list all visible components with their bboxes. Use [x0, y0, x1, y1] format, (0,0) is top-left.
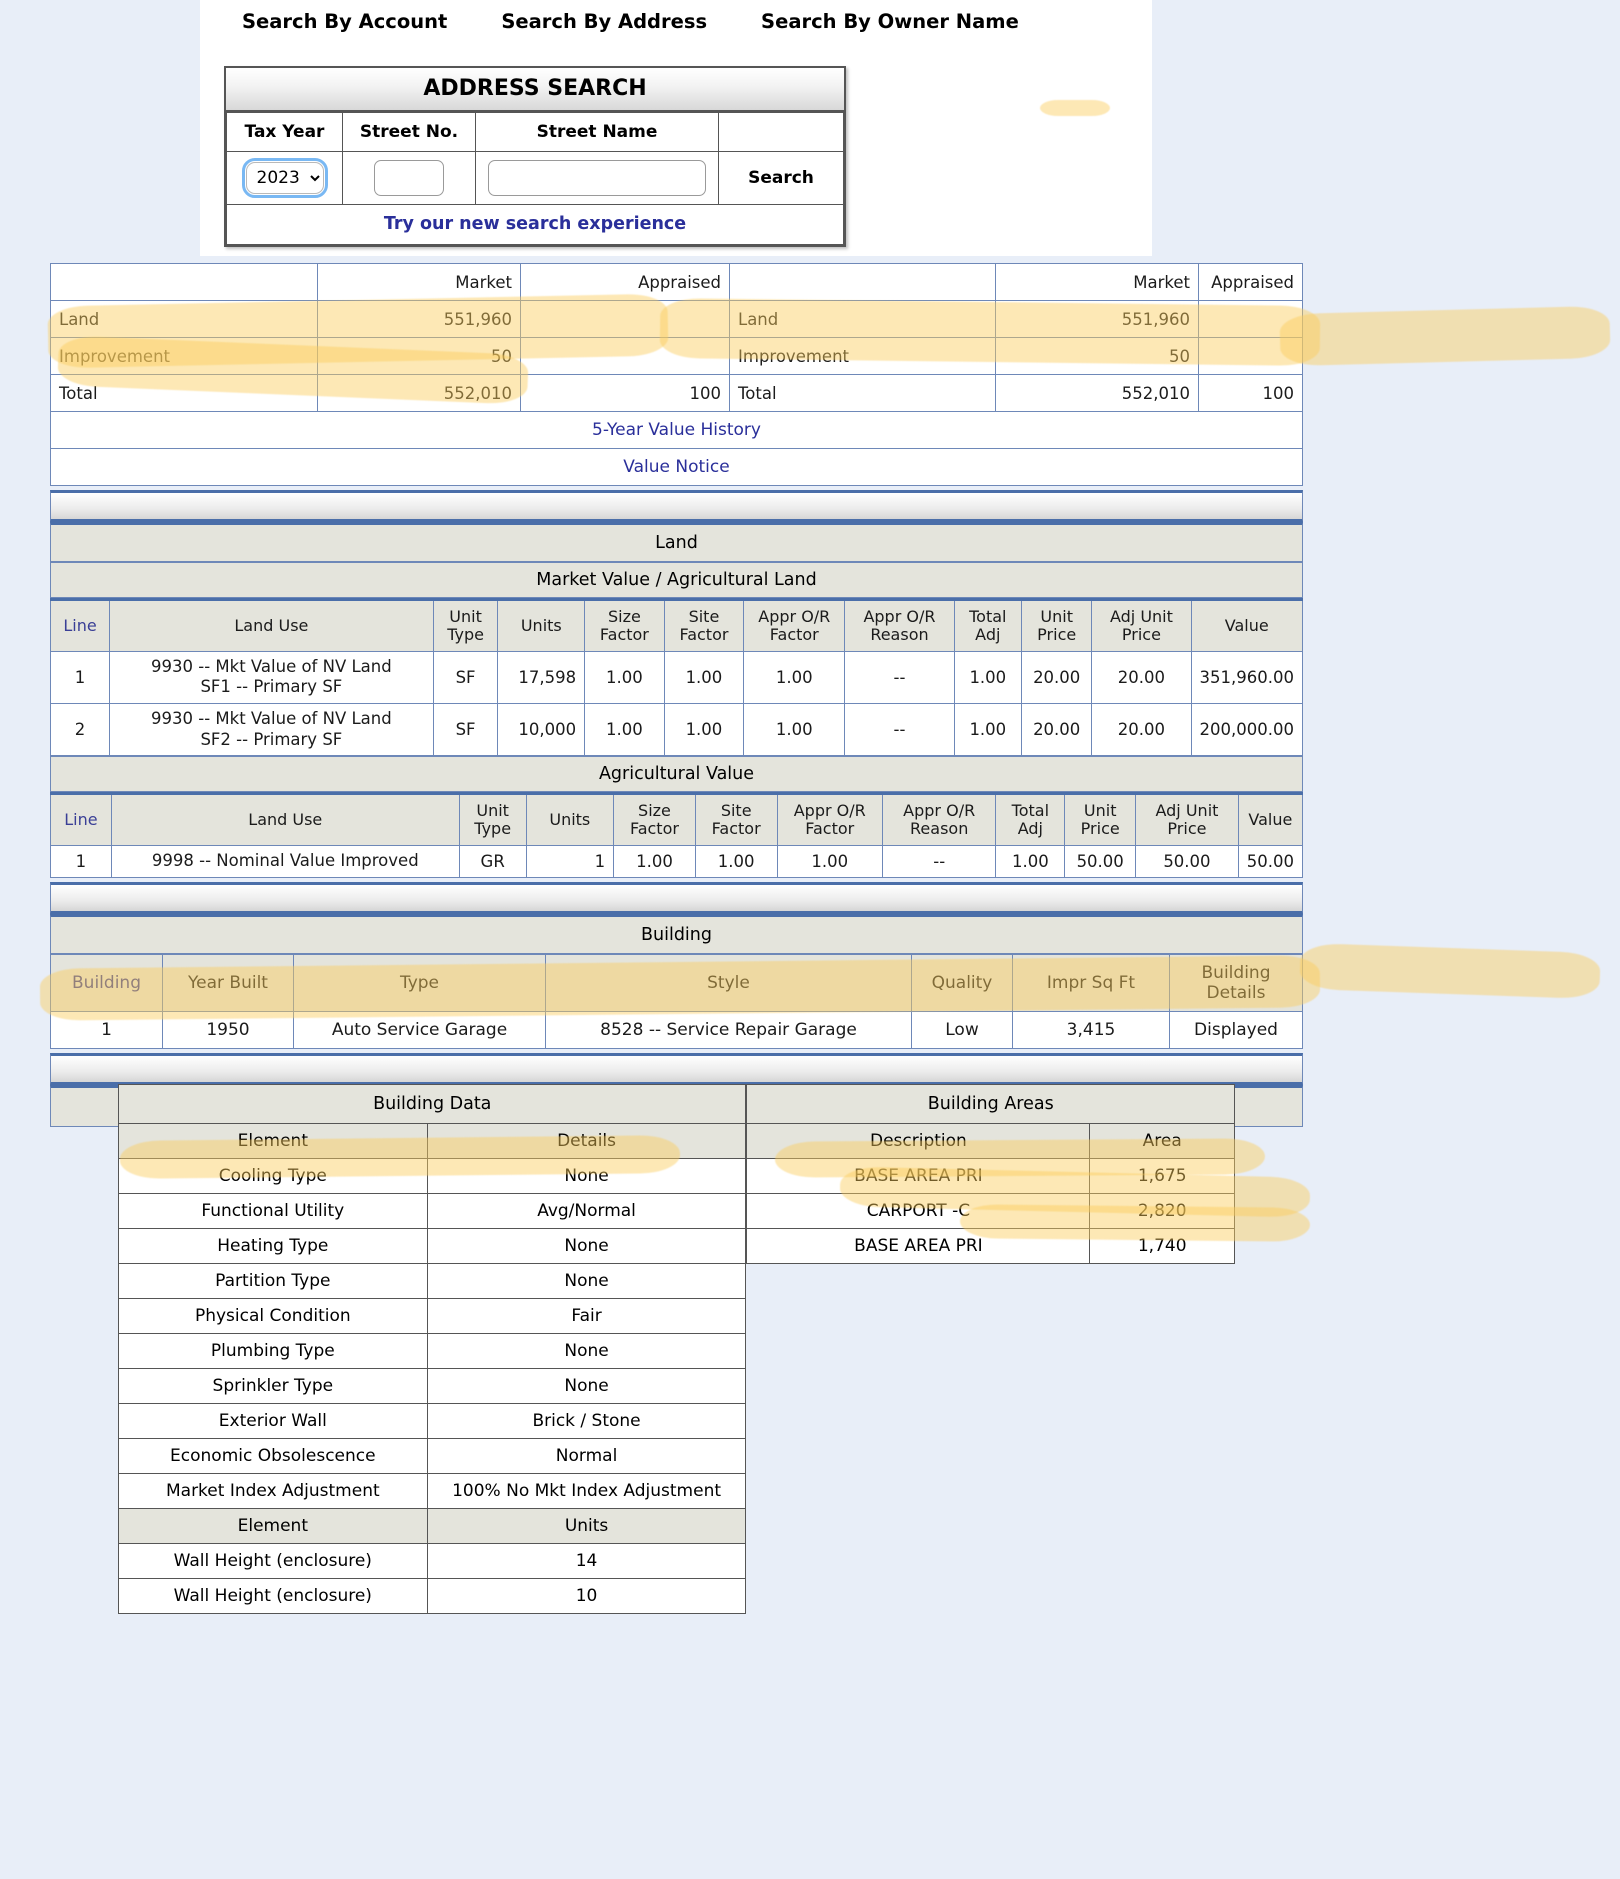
bd-row1-element: Functional Utility [119, 1194, 428, 1229]
land-header-units: Units [498, 600, 585, 652]
land-market-table [50, 598, 1303, 756]
tax-year-select[interactable] [246, 162, 324, 194]
land-section-title: Land [50, 522, 1303, 562]
property-report [50, 263, 1303, 1127]
building-row1-impr-sq-ft: 3,415 [1013, 1011, 1170, 1048]
left-total-label: Total [51, 375, 318, 412]
label-action-blank [719, 113, 844, 152]
value-summary-table [50, 263, 1303, 486]
right-total-market: 552,010 [996, 375, 1199, 412]
land-row1-value: 351,960.00 [1191, 651, 1302, 703]
ag-row1-unit-type: GR [459, 846, 526, 878]
right-land-market: 551,960 [996, 301, 1199, 338]
value-row-total [51, 375, 1303, 412]
bd-row7-element: Exterior Wall [119, 1404, 428, 1439]
land-market-subtitle: Market Value / Agricultural Land [50, 562, 1303, 598]
land-row2-line: 2 [51, 704, 110, 756]
street-no-cell [343, 152, 476, 205]
bd-row9-details: 100% No Mkt Index Adjustment [427, 1474, 746, 1509]
land-row1-line: 1 [51, 651, 110, 703]
ba-row1-description: CARPORT -C [747, 1194, 1090, 1229]
building-areas-header-area: Area [1090, 1124, 1235, 1159]
address-search-header-row [227, 113, 844, 152]
section-divider-land [50, 490, 1303, 522]
land-header-unit-price: Unit Price [1022, 600, 1092, 652]
right-blank-header [730, 264, 996, 301]
table-row [747, 1159, 1235, 1194]
bd-row5-element: Plumbing Type [119, 1334, 428, 1369]
ba-row2-area: 1,740 [1090, 1229, 1235, 1264]
ag-header-unit-price: Unit Price [1065, 794, 1136, 846]
building-row1-type: Auto Service Garage [294, 1011, 546, 1048]
ba-row0-description: BASE AREA PRI [747, 1159, 1090, 1194]
bd-row9-element: Market Index Adjustment [119, 1474, 428, 1509]
search-tabs [200, 0, 1152, 33]
bd-row8-element: Economic Obsolescence [119, 1439, 428, 1474]
bd-row2-details: None [427, 1229, 746, 1264]
building-areas-caption-row [747, 1085, 1235, 1124]
table-row [51, 1011, 1303, 1048]
ag-row1-size-factor: 1.00 [614, 846, 696, 878]
tab-search-by-address[interactable]: Search By Address [501, 10, 708, 33]
land-row2-units: 10,000 [498, 704, 585, 756]
right-total-label: Total [730, 375, 996, 412]
right-improvement-label: Improvement [730, 338, 996, 375]
building-data-header-row [119, 1124, 746, 1159]
building-data-units-header-units: Units [427, 1509, 746, 1544]
building-header-style: Style [546, 954, 912, 1011]
table-row [747, 1194, 1235, 1229]
land-row1-total-adj: 1.00 [954, 651, 1021, 703]
address-search-input-row [227, 152, 844, 205]
land-row1-site-factor: 1.00 [664, 651, 744, 703]
bd-units-row0-units: 14 [427, 1544, 746, 1579]
tax-year-cell [227, 152, 343, 205]
bd-row0-details: None [427, 1159, 746, 1194]
land-header-appr-or-reason: Appr O/R Reason [845, 600, 954, 652]
address-search-title: ADDRESS SEARCH [226, 68, 844, 112]
bd-row3-details: None [427, 1264, 746, 1299]
building-row1-details[interactable]: Displayed [1170, 1011, 1303, 1048]
left-improvement-label: Improvement [51, 338, 318, 375]
right-land-appraised [1199, 301, 1303, 338]
building-data-header-details: Details [427, 1124, 746, 1159]
building-table [50, 954, 1303, 1049]
value-notice-link[interactable]: Value Notice [51, 449, 1303, 486]
building-header-building-details: Building Details [1170, 954, 1303, 1011]
right-improvement-market: 50 [996, 338, 1199, 375]
table-row [119, 1299, 746, 1334]
ag-header-site-factor: Site Factor [695, 794, 777, 846]
table-row [747, 1229, 1235, 1264]
ag-header-size-factor: Size Factor [614, 794, 696, 846]
table-row [119, 1404, 746, 1439]
land-row1-unit-price: 20.00 [1022, 651, 1092, 703]
table-row [119, 1229, 746, 1264]
left-total-appraised: 100 [521, 375, 730, 412]
land-row1-size-factor: 1.00 [585, 651, 665, 703]
land-header-size-factor: Size Factor [585, 600, 665, 652]
land-row2-appr-or-factor: 1.00 [744, 704, 845, 756]
value-row-improvement [51, 338, 1303, 375]
land-row2-total-adj: 1.00 [954, 704, 1021, 756]
land-row2-value: 200,000.00 [1191, 704, 1302, 756]
address-search-form [226, 112, 844, 205]
ba-row2-description: BASE AREA PRI [747, 1229, 1090, 1264]
right-appraised-header: Appraised [1199, 264, 1303, 301]
land-market-header-row [51, 600, 1303, 652]
ag-row1-value: 50.00 [1238, 846, 1302, 878]
ag-header-row [51, 794, 1303, 846]
bd-row6-details: None [427, 1369, 746, 1404]
building-header-impr-sq-ft: Impr Sq Ft [1013, 954, 1170, 1011]
land-row2-appr-or-reason: -- [845, 704, 954, 756]
try-new-search-link[interactable]: Try our new search experience [226, 205, 844, 245]
bd-row4-element: Physical Condition [119, 1299, 428, 1334]
detail-columns [50, 1084, 1303, 1614]
table-row [119, 1159, 746, 1194]
ag-header-unit-type: Unit Type [459, 794, 526, 846]
table-row [119, 1369, 746, 1404]
land-header-appr-or-factor: Appr O/R Factor [744, 600, 845, 652]
ag-header-appr-or-factor: Appr O/R Factor [777, 794, 882, 846]
search-button[interactable]: Search [719, 152, 844, 205]
ag-row1-units: 1 [526, 846, 614, 878]
value-row-land [51, 301, 1303, 338]
highlight-stroke-right-band [1279, 306, 1610, 367]
five-year-value-history-link[interactable]: 5-Year Value History [51, 412, 1303, 449]
table-row [119, 1439, 746, 1474]
building-data-caption-row [119, 1085, 746, 1124]
bd-units-row1-element: Wall Height (enclosure) [119, 1579, 428, 1614]
table-row [119, 1194, 746, 1229]
agricultural-value-subtitle: Agricultural Value [50, 756, 1303, 792]
address-search-panel [200, 0, 1152, 256]
bd-row3-element: Partition Type [119, 1264, 428, 1299]
ag-header-value: Value [1238, 794, 1302, 846]
land-row1-unit-type: SF [433, 651, 498, 703]
land-header-unit-type: Unit Type [433, 600, 498, 652]
building-header-quality: Quality [912, 954, 1013, 1011]
building-areas-caption: Building Areas [747, 1085, 1235, 1124]
label-tax-year: Tax Year [227, 113, 343, 152]
table-row [119, 1544, 746, 1579]
land-row2-site-factor: 1.00 [664, 704, 744, 756]
land-row2-adj-unit-price: 20.00 [1092, 704, 1191, 756]
building-row1-building[interactable]: 1 [51, 1011, 163, 1048]
ag-row1-use: 9998 -- Nominal Value Improved [111, 846, 459, 878]
ag-header-total-adj: Total Adj [996, 794, 1065, 846]
ag-header-line: Line [51, 794, 112, 846]
ag-header-adj-unit-price: Adj Unit Price [1136, 794, 1239, 846]
land-row2-unit-price: 20.00 [1022, 704, 1092, 756]
land-row1-adj-unit-price: 20.00 [1092, 651, 1191, 703]
highlight-stroke-building-right [1299, 943, 1600, 999]
value-notice-row [51, 449, 1303, 486]
table-row [119, 1474, 746, 1509]
right-market-header: Market [996, 264, 1199, 301]
building-row1-year-built: 1950 [163, 1011, 294, 1048]
building-areas-table [746, 1084, 1235, 1264]
bd-row2-element: Heating Type [119, 1229, 428, 1264]
land-row2-unit-type: SF [433, 704, 498, 756]
building-data-units-header-row [119, 1509, 746, 1544]
building-section-title: Building [50, 914, 1303, 954]
table-row [51, 846, 1303, 878]
left-total-market: 552,010 [318, 375, 521, 412]
ag-header-units: Units [526, 794, 614, 846]
ag-row1-unit-price: 50.00 [1065, 846, 1136, 878]
building-areas-header-row [747, 1124, 1235, 1159]
bd-row0-element: Cooling Type [119, 1159, 428, 1194]
left-land-appraised [521, 301, 730, 338]
section-divider-building [50, 882, 1303, 914]
ba-row0-area: 1,675 [1090, 1159, 1235, 1194]
bd-row6-element: Sprinkler Type [119, 1369, 428, 1404]
value-summary-header-row [51, 264, 1303, 301]
land-row1-appr-or-reason: -- [845, 651, 954, 703]
land-row1-use [110, 651, 434, 703]
right-land-label: Land [730, 301, 996, 338]
ag-row1-adj-unit-price: 50.00 [1136, 846, 1239, 878]
land-row2-use-line2: SF2 -- Primary SF [200, 729, 343, 749]
land-header-value: Value [1191, 600, 1302, 652]
right-total-appraised: 100 [1199, 375, 1303, 412]
tab-search-by-owner-name[interactable]: Search By Owner Name [761, 10, 1019, 33]
building-header-type: Type [294, 954, 546, 1011]
land-row2-use-line1: 9930 -- Mkt Value of NV Land [151, 709, 392, 729]
label-street-no: Street No. [343, 113, 476, 152]
ba-row1-area: 2,820 [1090, 1194, 1235, 1229]
ag-header-appr-or-reason: Appr O/R Reason [882, 794, 995, 846]
land-header-line: Line [51, 600, 110, 652]
left-appraised-header: Appraised [521, 264, 730, 301]
bd-row5-details: None [427, 1334, 746, 1369]
street-name-input[interactable] [488, 160, 706, 196]
ag-row1-line: 1 [51, 846, 112, 878]
building-row1-quality: Low [912, 1011, 1013, 1048]
bd-row4-details: Fair [427, 1299, 746, 1334]
left-improvement-market: 50 [318, 338, 521, 375]
land-row2-size-factor: 1.00 [585, 704, 665, 756]
land-header-site-factor: Site Factor [664, 600, 744, 652]
table-row [119, 1334, 746, 1369]
building-data-table [118, 1084, 746, 1614]
land-row1-units: 17,598 [498, 651, 585, 703]
street-name-cell [476, 152, 719, 205]
value-history-row [51, 412, 1303, 449]
building-header-year-built: Year Built [163, 954, 294, 1011]
address-search-box [224, 66, 846, 247]
land-row1-use-line1: 9930 -- Mkt Value of NV Land [151, 656, 392, 676]
land-header-total-adj: Total Adj [954, 600, 1021, 652]
building-data-header-element: Element [119, 1124, 428, 1159]
ag-row1-site-factor: 1.00 [695, 846, 777, 878]
left-market-header: Market [318, 264, 521, 301]
building-data-caption: Building Data [119, 1085, 746, 1124]
left-land-label: Land [51, 301, 318, 338]
right-improvement-appraised [1199, 338, 1303, 375]
left-blank-header [51, 264, 318, 301]
ag-row1-appr-or-reason: -- [882, 846, 995, 878]
building-header-row [51, 954, 1303, 1011]
ag-row1-appr-or-factor: 1.00 [777, 846, 882, 878]
table-row [51, 651, 1303, 703]
bd-units-row1-units: 10 [427, 1579, 746, 1614]
table-row [119, 1579, 746, 1614]
table-row [119, 1264, 746, 1299]
land-header-adj-unit-price: Adj Unit Price [1092, 600, 1191, 652]
land-row1-use-line2: SF1 -- Primary SF [200, 677, 343, 697]
label-street-name: Street Name [476, 113, 719, 152]
ag-row1-total-adj: 1.00 [996, 846, 1065, 878]
building-areas-header-description: Description [747, 1124, 1090, 1159]
land-header-land-use: Land Use [110, 600, 434, 652]
building-row1-style: 8528 -- Service Repair Garage [546, 1011, 912, 1048]
bd-row8-details: Normal [427, 1439, 746, 1474]
left-improvement-appraised [521, 338, 730, 375]
building-data-units-header-element: Element [119, 1509, 428, 1544]
agricultural-value-table [50, 792, 1303, 877]
building-header-building: Building [51, 954, 163, 1011]
left-land-market: 551,960 [318, 301, 521, 338]
bd-row7-details: Brick / Stone [427, 1404, 746, 1439]
ag-header-land-use: Land Use [111, 794, 459, 846]
land-row1-appr-or-factor: 1.00 [744, 651, 845, 703]
bd-row1-details: Avg/Normal [427, 1194, 746, 1229]
table-row [51, 704, 1303, 756]
land-row2-use [110, 704, 434, 756]
street-no-input[interactable] [374, 160, 444, 196]
building-details-panels [50, 1068, 1303, 1614]
tab-search-by-account[interactable]: Search By Account [242, 10, 448, 33]
bd-units-row0-element: Wall Height (enclosure) [119, 1544, 428, 1579]
